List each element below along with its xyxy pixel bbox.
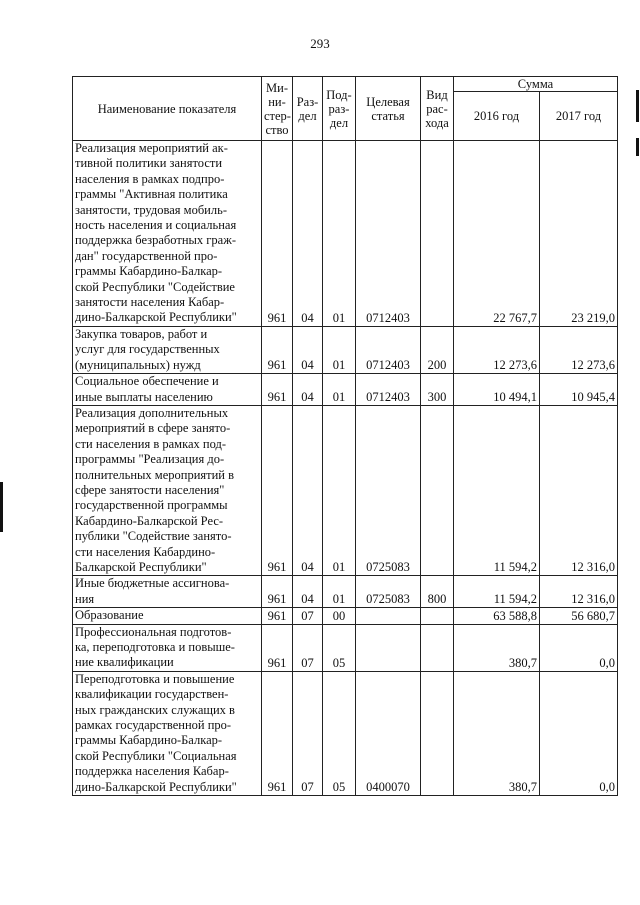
header-year-2017: 2017 год: [540, 92, 618, 141]
header-section: Раз- дел: [293, 77, 323, 141]
table-row: [73, 671, 618, 795]
cell-subsection: 01: [323, 576, 356, 608]
cell-target: 0712403: [356, 374, 421, 406]
cell-name: Закупка товаров, работ и услуг для государственных (муниципальных) нужд: [73, 326, 262, 373]
cell-ministry: 961: [262, 624, 293, 671]
cell-expense-type: [421, 608, 454, 624]
edge-mark-right-mid: [636, 138, 639, 156]
cell-section: 04: [293, 326, 323, 373]
header-sum: Сумма: [454, 77, 618, 92]
cell-expense-type: [421, 671, 454, 795]
cell-subsection: 01: [323, 326, 356, 373]
cell-expense-type: [421, 141, 454, 327]
cell-subsection: 05: [323, 671, 356, 795]
cell-name: Социальное обеспечение и иные выплаты населению: [73, 374, 262, 406]
cell-target: [356, 608, 421, 624]
cell-expense-type: 800: [421, 576, 454, 608]
cell-target: 0725083: [356, 405, 421, 575]
cell-y2016: 380,7: [454, 624, 540, 671]
table-row: [73, 326, 618, 373]
cell-y2017: 0,0: [540, 671, 618, 795]
cell-section: 04: [293, 576, 323, 608]
cell-name: Иные бюджетные ассигнова- ния: [73, 576, 262, 608]
cell-ministry: 961: [262, 608, 293, 624]
table-row: [73, 608, 618, 624]
cell-name: Переподготовка и повышение квалификации государствен- ных гражданских служащих в рамках государственной про- граммы Кабардино-Балкар- ской Республики "Социальная поддержка населения Кабар- дино-Балкарской Республики": [73, 671, 262, 795]
cell-y2017: 12 273,6: [540, 326, 618, 373]
table-row: [73, 624, 618, 671]
cell-target: 0712403: [356, 141, 421, 327]
cell-ministry: 961: [262, 141, 293, 327]
header-year-2016: 2016 год: [454, 92, 540, 141]
cell-y2016: 63 588,8: [454, 608, 540, 624]
cell-y2017: 12 316,0: [540, 576, 618, 608]
cell-target: 0712403: [356, 326, 421, 373]
header-ministry: Ми- ни- стер- ство: [262, 77, 293, 141]
table-row: [73, 405, 618, 575]
cell-target: 0725083: [356, 576, 421, 608]
cell-y2017: 56 680,7: [540, 608, 618, 624]
cell-y2017: 10 945,4: [540, 374, 618, 406]
cell-y2017: 23 219,0: [540, 141, 618, 327]
cell-expense-type: 300: [421, 374, 454, 406]
cell-section: 07: [293, 624, 323, 671]
cell-y2017: 0,0: [540, 624, 618, 671]
edge-mark-left: [0, 482, 3, 532]
cell-y2016: 10 494,1: [454, 374, 540, 406]
edge-mark-right-top: [636, 90, 639, 122]
cell-section: 07: [293, 608, 323, 624]
cell-name: Реализация мероприятий ак- тивной политики занятости населения в рамках подпро- граммы "Активная политика занятости, трудовая мобиль- ность населения и социальная поддержка безработных граж- дан" государственной про- граммы Кабардино-Балкар- ской Республики "Содействие занятости населения Кабар- дино-Балкарской Республики": [73, 141, 262, 327]
cell-ministry: 961: [262, 405, 293, 575]
cell-name: Профессиональная подготов- ка, переподготовка и повыше- ние квалификации: [73, 624, 262, 671]
cell-ministry: 961: [262, 671, 293, 795]
cell-y2016: 11 594,2: [454, 576, 540, 608]
cell-section: 07: [293, 671, 323, 795]
cell-subsection: 01: [323, 405, 356, 575]
cell-subsection: 01: [323, 374, 356, 406]
cell-expense-type: [421, 405, 454, 575]
cell-y2016: 12 273,6: [454, 326, 540, 373]
cell-y2016: 22 767,7: [454, 141, 540, 327]
table-body: [73, 141, 618, 796]
table-row: [73, 576, 618, 608]
cell-y2016: 11 594,2: [454, 405, 540, 575]
cell-y2016: 380,7: [454, 671, 540, 795]
cell-expense-type: 200: [421, 326, 454, 373]
cell-expense-type: [421, 624, 454, 671]
cell-ministry: 961: [262, 326, 293, 373]
table-row: [73, 141, 618, 327]
cell-name: Реализация дополнительных мероприятий в сфере занято- сти населения в рамках под- программы "Реализация до- полнительных мероприятий в сфере занятости населения" государственной программы Кабардино-Балкарской Рес- публики "Содействие занято- сти населения Кабардино- Балкарской Республики": [73, 405, 262, 575]
cell-subsection: 00: [323, 608, 356, 624]
cell-section: 04: [293, 405, 323, 575]
cell-subsection: 05: [323, 624, 356, 671]
header-target: Целевая статья: [356, 77, 421, 141]
cell-name: Образование: [73, 608, 262, 624]
header-expense-type: Вид рас- хода: [421, 77, 454, 141]
header-name: Наименование показателя: [73, 77, 262, 141]
page-number: 293: [310, 36, 330, 51]
budget-table: [72, 76, 618, 796]
cell-subsection: 01: [323, 141, 356, 327]
cell-ministry: 961: [262, 576, 293, 608]
cell-section: 04: [293, 374, 323, 406]
header-subsection: Под- раз- дел: [323, 77, 356, 141]
table-row: [73, 374, 618, 406]
cell-ministry: 961: [262, 374, 293, 406]
cell-y2017: 12 316,0: [540, 405, 618, 575]
cell-section: 04: [293, 141, 323, 327]
cell-target: [356, 624, 421, 671]
cell-target: 0400070: [356, 671, 421, 795]
